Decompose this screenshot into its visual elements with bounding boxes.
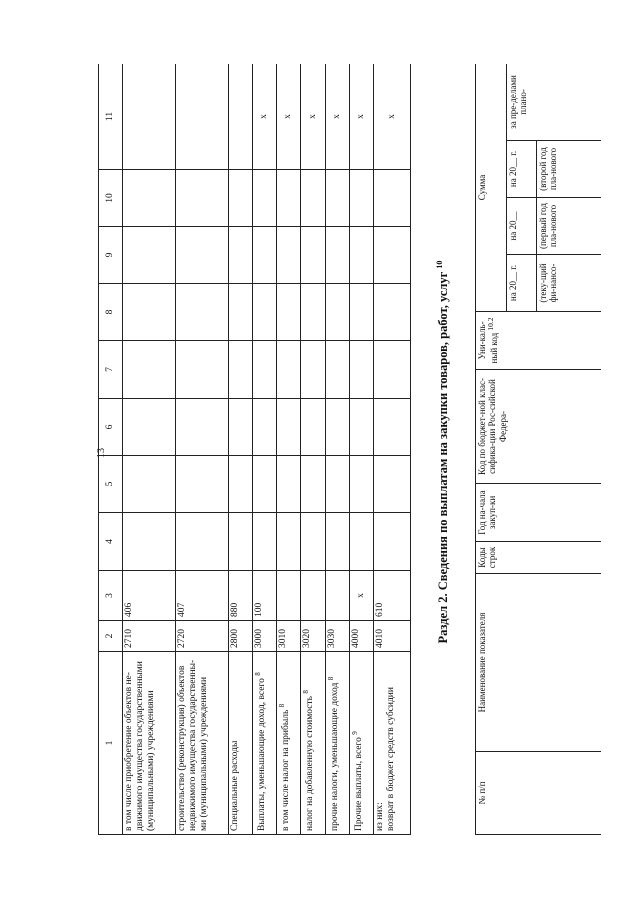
section-title-note: 10 [435,260,444,269]
row-name: налог на добавленную стоимость [305,696,316,831]
row-name-cell [301,652,325,835]
empty-cell [374,341,411,399]
empty-cell [349,513,373,571]
empty-cell [325,227,349,284]
section-title-text: Раздел 2. Сведения по выплатам на закупки товаров, работ, услуг [436,271,451,644]
col-unique-code-header [476,311,602,369]
empty-cell [252,456,276,513]
cell-c3: 100 [252,571,276,621]
year1-header: на 20__ г. [507,254,537,311]
empty-cell [325,284,349,341]
table-row [228,64,252,835]
col-codes-header: Коды строк [476,542,602,574]
row-name-cell [349,652,373,835]
empty-cell [349,227,373,284]
year2-note: (первый год пла-нового [537,197,602,254]
row-name: Специальные расходы [229,740,240,831]
table-row [277,64,301,835]
empty-cell [252,284,276,341]
empty-cell [277,513,301,571]
empty-cell [277,284,301,341]
header-cell: 10 [99,170,123,227]
header-cell: 2 [99,621,123,652]
empty-cell [277,456,301,513]
header-cell: 4 [99,513,123,571]
payments-table-wrapper [98,64,411,835]
empty-cell [325,341,349,399]
empty-cell [277,170,301,227]
row-name: из них: возврат в бюджет средств субсидии [375,687,396,831]
empty-cell [325,513,349,571]
row-footnote: 9 [350,731,359,735]
cell-c2: 2710 [123,621,176,652]
empty-cell [374,399,411,456]
cell-c3 [277,571,301,621]
table-row [301,64,325,835]
row-name: в том числе налог на прибыль [281,709,292,831]
row-name-cell [252,652,276,835]
empty-cell [301,456,325,513]
empty-cell [301,170,325,227]
cell-c2: 3030 [325,621,349,652]
header-cell: 9 [99,227,123,284]
empty-cell [252,341,276,399]
empty-cell [123,284,176,341]
empty-cell [175,284,228,341]
cell-c11: x [301,64,325,170]
table-header-row [99,64,123,835]
empty-cell [277,399,301,456]
col-number-header: № п/п [476,752,602,835]
cell-c2: 2800 [228,621,252,652]
row-name-cell [123,652,176,835]
row-footnote: 8 [302,690,311,694]
cell-c3: 880 [228,571,252,621]
empty-cell [123,170,176,227]
row-name-cell [175,652,228,835]
payments-table [98,64,411,835]
empty-cell [374,170,411,227]
cell-c3: 610 [374,571,411,621]
empty-cell [301,399,325,456]
empty-cell [277,227,301,284]
purchases-table-wrapper [475,64,601,835]
table-row [175,64,228,835]
empty-cell [325,456,349,513]
empty-cell [175,227,228,284]
cell-c11: x [374,64,411,170]
empty-cell [123,227,176,284]
row-name: в том числе приобретение объектов не-движимого имущества государственными (муниципальными) учреждениями [124,661,157,831]
empty-cell [349,341,373,399]
cell-c11: x [349,64,373,170]
empty-cell [277,341,301,399]
cell-c2: 2720 [175,621,228,652]
row-name-cell [374,652,411,835]
empty-cell [374,227,411,284]
cell-c3 [325,571,349,621]
empty-cell [349,170,373,227]
empty-cell [123,341,176,399]
cell-c2: 3000 [252,621,276,652]
row-name: прочие налоги, уменьшающие доход [329,682,340,831]
empty-cell [228,456,252,513]
empty-cell [374,284,411,341]
page-number: 13 [96,448,107,458]
cell-c3: x [349,571,373,621]
cell-c11 [123,64,176,170]
header-cell: 8 [99,284,123,341]
col-unique-code-label: Уни-каль-ный код [477,321,500,364]
empty-cell [228,399,252,456]
year3-header: на 20__ г. [507,140,537,197]
empty-cell [252,227,276,284]
empty-cell [175,456,228,513]
cell-c11: x [252,64,276,170]
empty-cell [252,513,276,571]
empty-cell [123,456,176,513]
cell-c2: 4000 [349,621,373,652]
empty-cell [175,513,228,571]
row-name: Выплаты, уменьшающие доход, всего [257,678,268,831]
empty-cell [301,227,325,284]
table-row [325,64,349,835]
cell-c3 [301,571,325,621]
empty-cell [175,341,228,399]
col-name-header: Наименование показателя [476,574,602,752]
purchases-table [475,64,601,835]
year1-note: (теку-щий фи-нансо- [537,254,602,311]
cell-c2: 3010 [277,621,301,652]
cell-c11: x [325,64,349,170]
table-row [374,64,411,835]
table-row [123,64,176,835]
section-title [435,242,451,662]
year3-note: (второй год пла-нового [537,140,602,197]
empty-cell [123,513,176,571]
col-kbk-header: Код по бюджет-ной клас-сифика-ции Рос-сийской Федера- [476,369,602,483]
row-footnote: 8 [253,672,262,676]
empty-cell [228,227,252,284]
header-cell: 3 [99,571,123,621]
header-cell: 1 [99,652,123,835]
cell-c11 [228,64,252,170]
empty-cell [301,341,325,399]
row-name: Прочие выплаты, всего [353,737,364,831]
header-cell: 5 [99,456,123,513]
col-unique-code-note: 10.2 [486,317,496,331]
cell-c3: 406 [123,571,176,621]
empty-cell [252,170,276,227]
empty-cell [228,284,252,341]
empty-cell [349,399,373,456]
empty-cell [175,399,228,456]
header-cell: 11 [99,64,123,170]
row-name: строительство (реконструкция) объектов недвижимого имущества государственны-ми (муниципальными) учреждениями [176,659,209,831]
empty-cell [325,399,349,456]
row-footnote: 8 [278,703,287,708]
empty-cell [228,341,252,399]
row-name-cell [325,652,349,835]
empty-cell [374,456,411,513]
empty-cell [374,513,411,571]
empty-cell [325,170,349,227]
empty-cell [349,456,373,513]
cell-c11: x [277,64,301,170]
table-row [349,64,373,835]
row-name-cell [277,652,301,835]
year4-note: за пре-делами плано- [507,64,602,140]
row-footnote: 8 [326,676,335,681]
table-row [252,64,276,835]
empty-cell [175,170,228,227]
empty-cell [252,399,276,456]
col-sum-header: Сумма [476,64,507,311]
row-name-cell [228,652,252,835]
cell-c2: 4010 [374,621,411,652]
empty-cell [228,513,252,571]
header-cell: 6 [99,399,123,456]
cell-c2: 3020 [301,621,325,652]
empty-cell [349,284,373,341]
empty-cell [228,170,252,227]
empty-cell [301,284,325,341]
cell-c3: 407 [175,571,228,621]
empty-cell [123,399,176,456]
empty-cell [301,513,325,571]
col-year-header: Год на-чала закуп-ки [476,484,602,542]
header-cell: 7 [99,341,123,399]
cell-c11 [175,64,228,170]
year2-header: на 20__ [507,197,537,254]
